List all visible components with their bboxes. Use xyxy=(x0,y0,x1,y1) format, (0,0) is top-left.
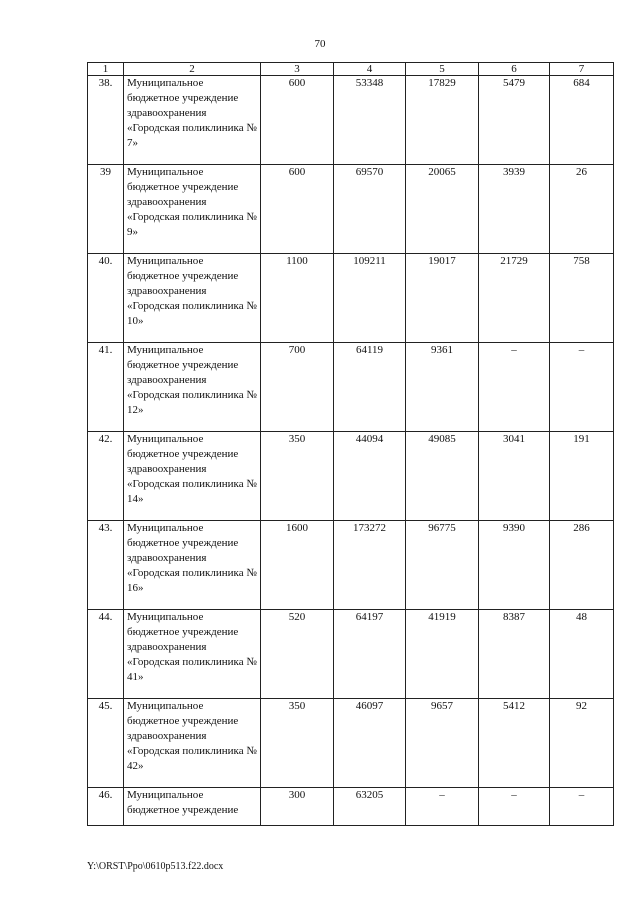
cell-col4: 173272 xyxy=(334,521,406,610)
cell-col5: 9361 xyxy=(406,343,479,432)
cell-col7: 26 xyxy=(550,165,614,254)
row-number: 44. xyxy=(88,610,124,699)
page-number: 70 xyxy=(314,38,326,50)
cell-col6: – xyxy=(479,788,550,826)
column-header: 4 xyxy=(334,63,406,76)
cell-col4: 64197 xyxy=(334,610,406,699)
column-header: 3 xyxy=(261,63,334,76)
table-row xyxy=(88,699,614,788)
cell-col6: 5479 xyxy=(479,76,550,165)
cell-col6: 3939 xyxy=(479,165,550,254)
cell-col7: 286 xyxy=(550,521,614,610)
cell-col7: 92 xyxy=(550,699,614,788)
column-header: 6 xyxy=(479,63,550,76)
cell-col3: 700 xyxy=(261,343,334,432)
cell-col4: 64119 xyxy=(334,343,406,432)
cell-col6: – xyxy=(479,343,550,432)
cell-col6: 8387 xyxy=(479,610,550,699)
table-row xyxy=(88,343,614,432)
institution-name: Муниципальное бюджетное учреждение здравоохранения «Городская поликлиника № 10» xyxy=(124,254,261,343)
cell-col5: 41919 xyxy=(406,610,479,699)
table-row xyxy=(88,432,614,521)
cell-col3: 600 xyxy=(261,165,334,254)
row-number: 45. xyxy=(88,699,124,788)
row-number: 41. xyxy=(88,343,124,432)
cell-col3: 520 xyxy=(261,610,334,699)
row-number: 39 xyxy=(88,165,124,254)
data-table xyxy=(87,62,614,826)
cell-col6: 21729 xyxy=(479,254,550,343)
cell-col5: 20065 xyxy=(406,165,479,254)
cell-col3: 350 xyxy=(261,699,334,788)
column-header: 5 xyxy=(406,63,479,76)
table-row xyxy=(88,788,614,826)
table-row xyxy=(88,165,614,254)
header-row xyxy=(88,63,614,76)
institution-name: Муниципальное бюджетное учреждение здравоохранения «Городская поликлиника № 42» xyxy=(124,699,261,788)
institution-name: Муниципальное бюджетное учреждение здравоохранения «Городская поликлиника № 12» xyxy=(124,343,261,432)
cell-col5: 19017 xyxy=(406,254,479,343)
cell-col3: 350 xyxy=(261,432,334,521)
row-number: 40. xyxy=(88,254,124,343)
cell-col6: 5412 xyxy=(479,699,550,788)
cell-col6: 3041 xyxy=(479,432,550,521)
cell-col3: 1600 xyxy=(261,521,334,610)
cell-col7: 191 xyxy=(550,432,614,521)
cell-col4: 44094 xyxy=(334,432,406,521)
table-row xyxy=(88,254,614,343)
column-header: 2 xyxy=(124,63,261,76)
institution-name: Муниципальное бюджетное учреждение здравоохранения «Городская поликлиника № 14» xyxy=(124,432,261,521)
institution-name: Муниципальное бюджетное учреждение здравоохранения «Городская поликлиника № 7» xyxy=(124,76,261,165)
cell-col3: 1100 xyxy=(261,254,334,343)
cell-col4: 63205 xyxy=(334,788,406,826)
cell-col7: – xyxy=(550,343,614,432)
cell-col3: 600 xyxy=(261,76,334,165)
cell-col7: 758 xyxy=(550,254,614,343)
institution-name: Муниципальное бюджетное учреждение xyxy=(124,788,261,826)
column-header: 7 xyxy=(550,63,614,76)
table-row xyxy=(88,521,614,610)
row-number: 46. xyxy=(88,788,124,826)
cell-col4: 109211 xyxy=(334,254,406,343)
cell-col4: 46097 xyxy=(334,699,406,788)
cell-col5: 17829 xyxy=(406,76,479,165)
cell-col3: 300 xyxy=(261,788,334,826)
cell-col4: 69570 xyxy=(334,165,406,254)
file-path-footer: Y:\ORST\Ppo\0610p513.f22.docx xyxy=(87,861,224,872)
cell-col7: 684 xyxy=(550,76,614,165)
institution-name: Муниципальное бюджетное учреждение здравоохранения «Городская поликлиника № 9» xyxy=(124,165,261,254)
cell-col5: – xyxy=(406,788,479,826)
row-number: 38. xyxy=(88,76,124,165)
institution-name: Муниципальное бюджетное учреждение здравоохранения «Городская поликлиника № 41» xyxy=(124,610,261,699)
row-number: 42. xyxy=(88,432,124,521)
row-number: 43. xyxy=(88,521,124,610)
cell-col7: 48 xyxy=(550,610,614,699)
column-header: 1 xyxy=(88,63,124,76)
cell-col5: 49085 xyxy=(406,432,479,521)
table-row xyxy=(88,610,614,699)
cell-col6: 9390 xyxy=(479,521,550,610)
cell-col7: – xyxy=(550,788,614,826)
table-row xyxy=(88,76,614,165)
institution-name: Муниципальное бюджетное учреждение здравоохранения «Городская поликлиника № 16» xyxy=(124,521,261,610)
cell-col5: 96775 xyxy=(406,521,479,610)
cell-col5: 9657 xyxy=(406,699,479,788)
cell-col4: 53348 xyxy=(334,76,406,165)
